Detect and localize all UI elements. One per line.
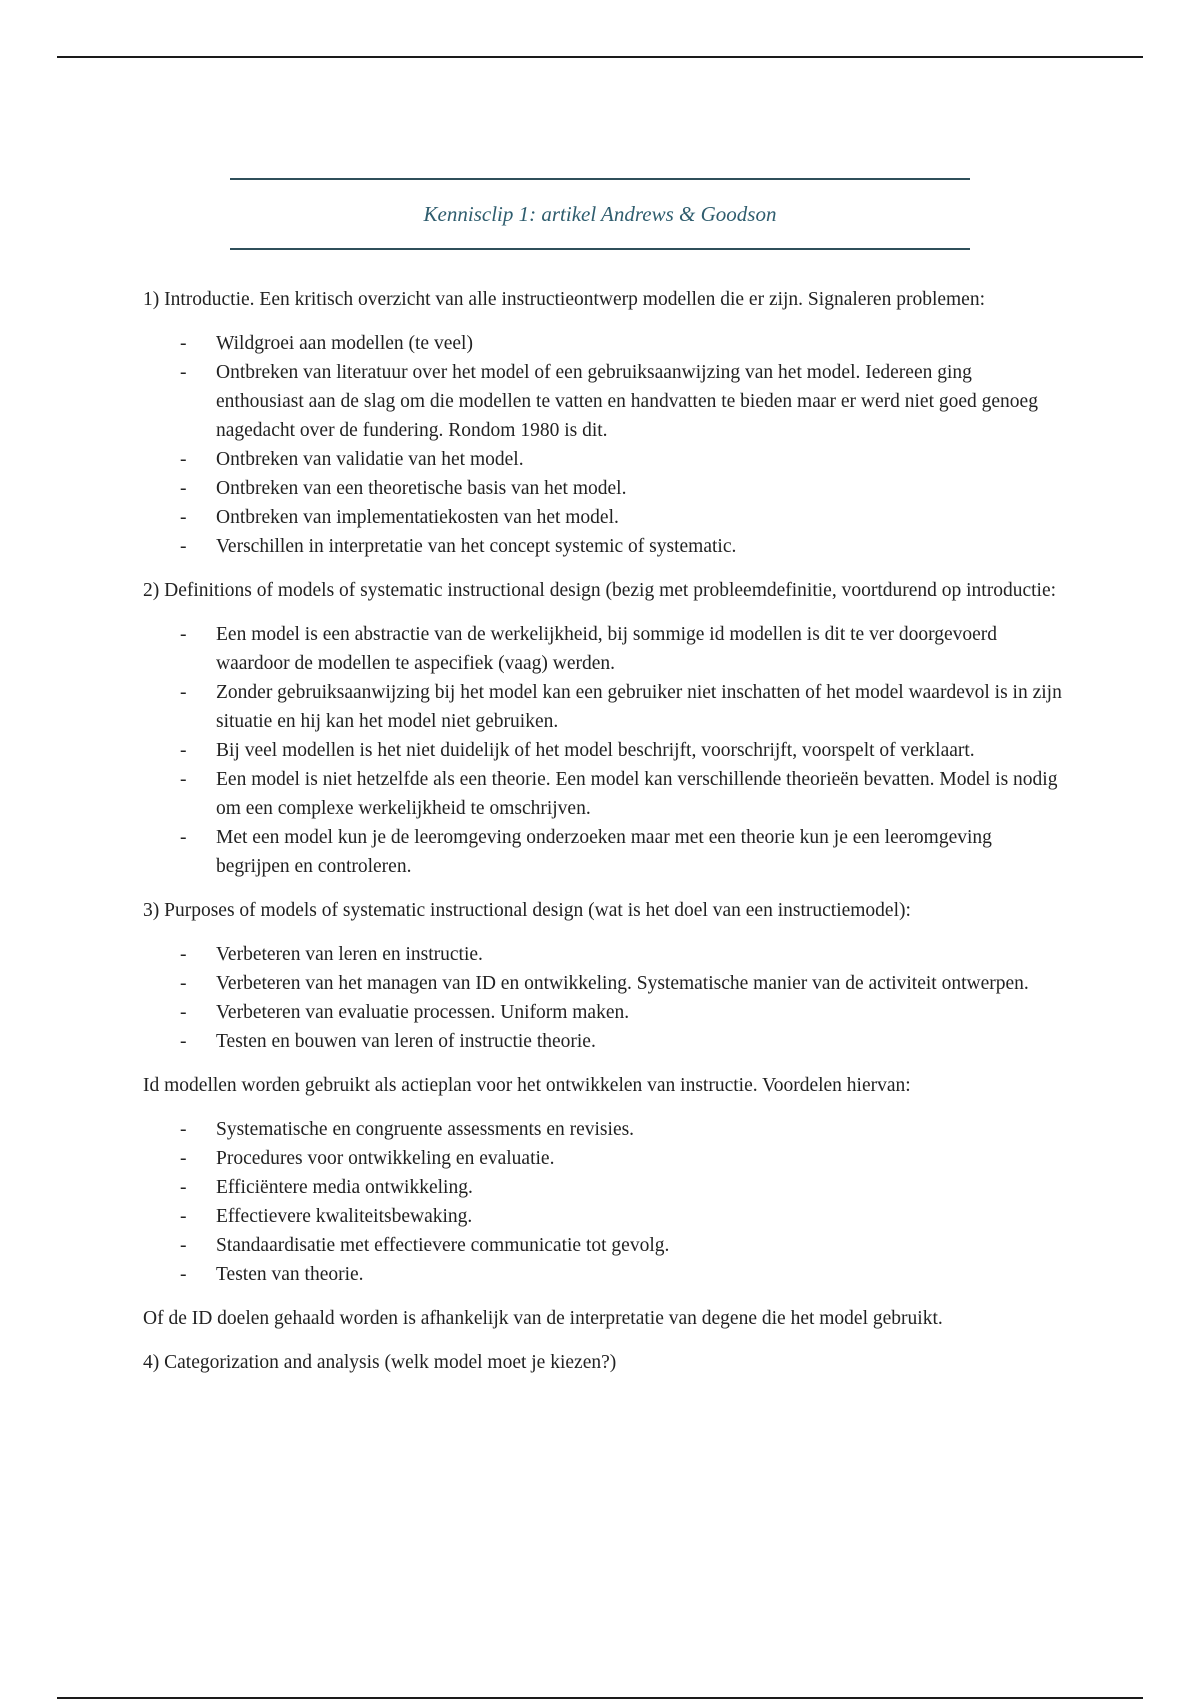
bullet-dash: - — [180, 944, 187, 965]
list-item: - Met een model kun je de leeromgeving onderzoeken maar met een theorie kun je een leeromgeving begrijpen en controleren. — [143, 823, 1063, 881]
bullet-dash: - — [180, 624, 187, 645]
bullet-dash: - — [180, 478, 187, 499]
bullet-dash: - — [180, 449, 187, 470]
section-2-list — [143, 620, 1063, 881]
bullet-dash: - — [180, 1031, 187, 1052]
section-3-list — [143, 940, 1063, 1056]
list-item: - Ontbreken van implementatiekosten van het model. — [143, 503, 1063, 532]
bullet-dash: - — [180, 682, 187, 703]
bullet-dash: - — [180, 536, 187, 557]
section-4-list — [143, 1115, 1063, 1289]
list-item: - Ontbreken van literatuur over het model of een gebruiksaanwijzing van het model. Iedereen ging enthousiast aan de slag om die modellen te vatten en handvatten te bieden maar er werd niet goed genoeg nagedacht over de fundering. Rondom 1980 is dit. — [143, 358, 1063, 445]
bullet-dash: - — [180, 333, 187, 354]
page-bottom-rule — [57, 1697, 1143, 1699]
section-2-heading: 2) Definitions of models of systematic instructional design (bezig met probleemdefinitie, voortdurend op introductie: — [143, 580, 1057, 601]
list-item: - Effectievere kwaliteitsbewaking. — [143, 1202, 1063, 1231]
section-6-heading: 4) Categorization and analysis (welk model moet je kiezen?) — [143, 1352, 617, 1373]
section-1-list — [143, 329, 1063, 561]
list-item: - Verschillen in interpretatie van het concept systemic of systematic. — [143, 532, 1063, 561]
list-item: - Verbeteren van leren en instructie. — [143, 940, 1063, 969]
bullet-dash: - — [180, 1264, 187, 1285]
bullet-dash: - — [180, 1206, 187, 1227]
list-item: - Efficiëntere media ontwikkeling. — [143, 1173, 1063, 1202]
list-item: - Wildgroei aan modellen (te veel) — [143, 329, 1063, 358]
list-item: - Testen en bouwen van leren of instructie theorie. — [143, 1027, 1063, 1056]
list-item: - Een model is een abstractie van de werkelijkheid, bij sommige id modellen is dit te ver doorgevoerd waardoor de modellen te aspecifiek (vaag) werden. — [143, 620, 1063, 678]
list-item: - Zonder gebruiksaanwijzing bij het model kan een gebruiker niet inschatten of het model waardevol is in zijn situatie en hij kan het model niet gebruiken. — [143, 678, 1063, 736]
bullet-dash: - — [180, 740, 187, 761]
section-4-heading: Id modellen worden gebruikt als actieplan voor het ontwikkelen van instructie. Voordelen hiervan: — [143, 1075, 911, 1096]
section-3-heading: 3) Purposes of models of systematic instructional design (wat is het doel van een instructiemodel): — [143, 900, 911, 921]
list-item: - Ontbreken van validatie van het model. — [143, 445, 1063, 474]
list-item: - Bij veel modellen is het niet duidelijk of het model beschrijft, voorschrijft, voorspelt of verklaart. — [143, 736, 1063, 765]
bullet-dash: - — [180, 1235, 187, 1256]
list-item: - Systematische en congruente assessments en revisies. — [143, 1115, 1063, 1144]
list-item: - Testen van theorie. — [143, 1260, 1063, 1289]
list-item: - Ontbreken van een theoretische basis van het model. — [143, 474, 1063, 503]
title-block — [230, 178, 970, 250]
document-title: Kennisclip 1: artikel Andrews & Goodson — [423, 202, 777, 226]
title-rule-bottom — [230, 248, 970, 250]
bullet-dash: - — [180, 1148, 187, 1169]
list-item: - Standaardisatie met effectievere communicatie tot gevolg. — [143, 1231, 1063, 1260]
list-item: - Procedures voor ontwikkeling en evaluatie. — [143, 1144, 1063, 1173]
section-5-text: Of de ID doelen gehaald worden is afhankelijk van de interpretatie van degene die het model gebruikt. — [143, 1308, 943, 1329]
page-top-rule — [57, 56, 1143, 58]
bullet-dash: - — [180, 507, 187, 528]
list-item: - Een model is niet hetzelfde als een theorie. Een model kan verschillende theorieën bevatten. Model is nodig om een complexe werkelijkheid te omschrijven. — [143, 765, 1063, 823]
bullet-dash: - — [180, 827, 187, 848]
bullet-dash: - — [180, 1002, 187, 1023]
bullet-dash: - — [180, 362, 187, 383]
bullet-dash: - — [180, 1177, 187, 1198]
bullet-dash: - — [180, 973, 187, 994]
list-item: - Verbeteren van het managen van ID en ontwikkeling. Systematische manier van de activiteit ontwerpen. — [143, 969, 1063, 998]
section-1-heading: 1) Introductie. Een kritisch overzicht van alle instructieontwerp modellen die er zijn. Signaleren problemen: — [143, 289, 986, 310]
document-body — [143, 285, 1063, 1392]
bullet-dash: - — [180, 1119, 187, 1140]
title-rule-top — [230, 178, 970, 180]
bullet-dash: - — [180, 769, 187, 790]
list-item: - Verbeteren van evaluatie processen. Uniform maken. — [143, 998, 1063, 1027]
